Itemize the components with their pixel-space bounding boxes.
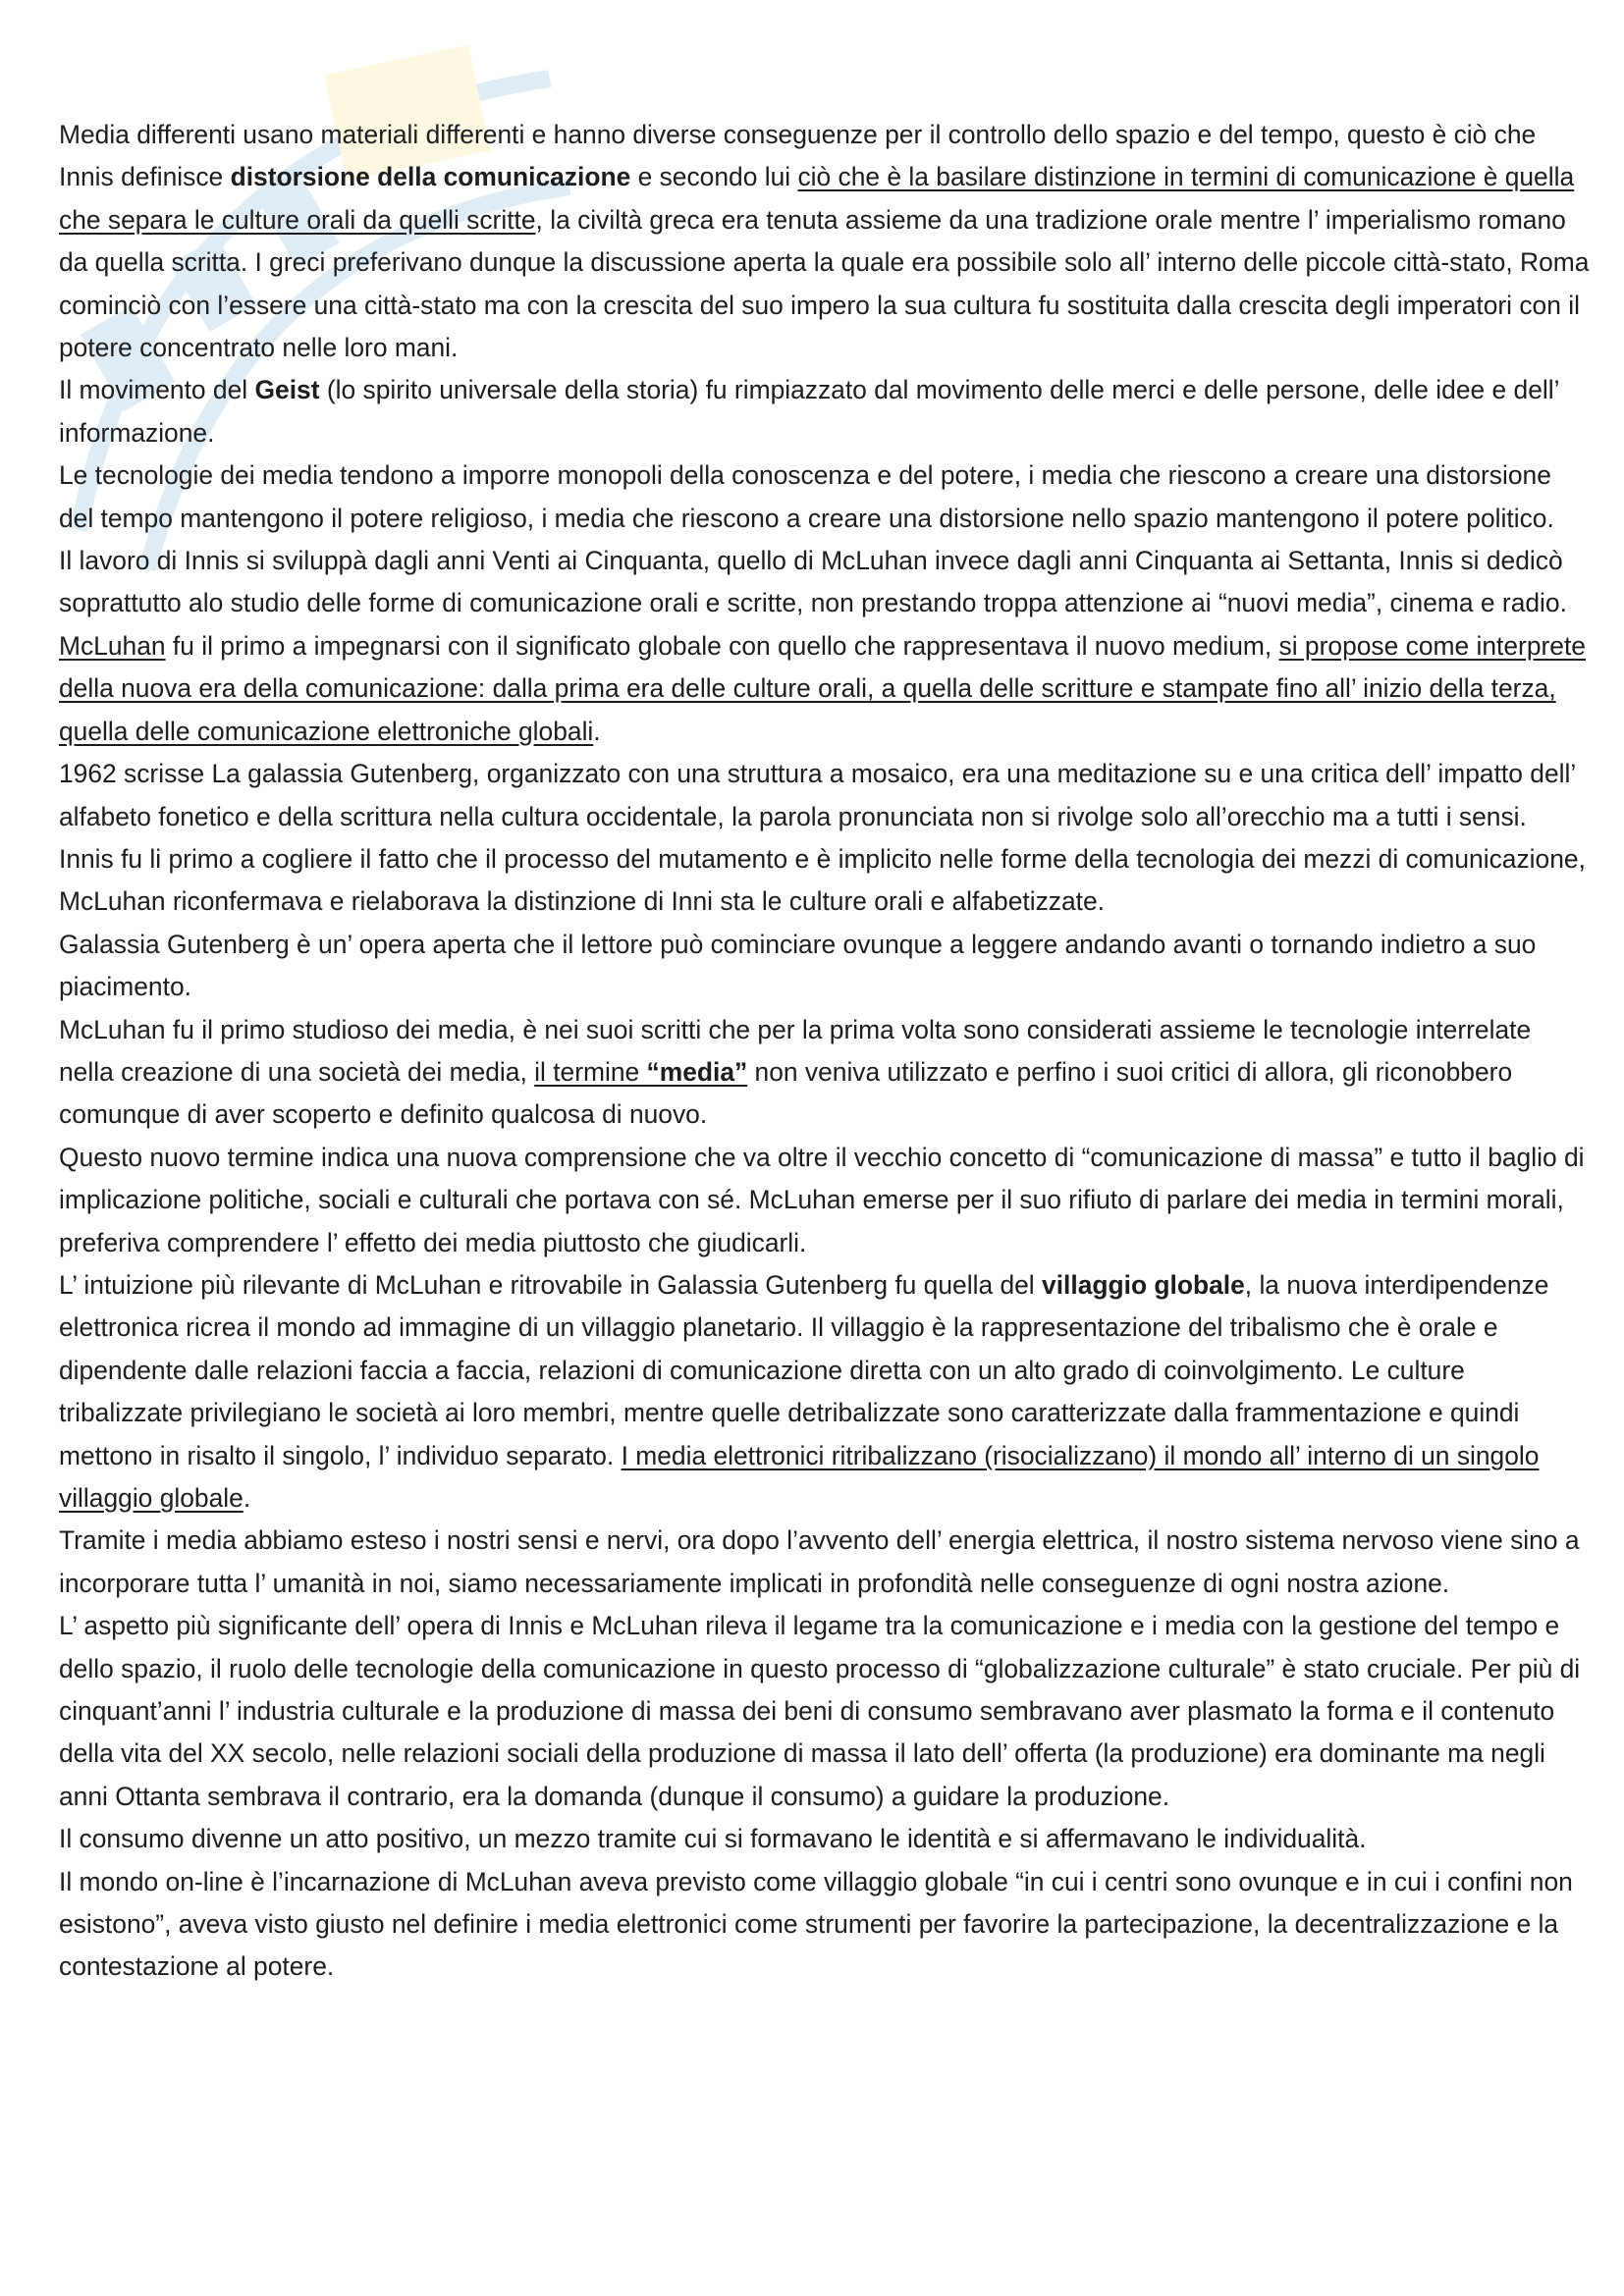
paragraph: Questo nuovo termine indica una nuova comprensione che va oltre il vecchio concetto di “comunicazione di massa” e tutto il baglio di implicazione politiche, sociali e culturali che portava con sé. McLuhan emerse per il suo rifiuto di parlare dei media in termini morali, preferiva comprendere l’ effetto dei media piuttosto che giudicarli. [59,1142,1585,1257]
paragraph: Il mondo on-line è l’incarnazione di McLuhan aveva previsto come villaggio globale “in cui i centri sono ovunque e in cui i confini non esistono”, aveva visto giusto nel definire i media elettronici come strumenti per favorire la partecipazione, la decentralizzazione e la contestazione al potere. [59,1866,1573,1982]
paragraph: Il movimento del Geist (lo spirito universale della storia) fu rimpiazzato dal movimento delle merci e delle persone, delle idee e dell’ informazione. [59,375,1559,448]
paragraph: McLuhan fu il primo studioso dei media, è nei suoi scritti che per la prima volta sono considerati assieme le tecnologie interrelate nella creazione di una società dei media, il termine “media” non veniva utilizzato e perfino i suoi critici di allora, gli riconobbero comunque di aver scoperto e definito qualcosa di nuovo. [59,1014,1532,1130]
paragraph: L’ aspetto più significante dell’ opera di Innis e McLuhan rileva il legame tra la comunicazione e i media con la gestione del tempo e dello spazio, il ruolo delle tecnologie della comunicazione in questo processo di “globalizzazione culturale” è stato cruciale. Per più di cinquant’anni l’ industria culturale e la produzione di massa dei beni di consumo sembravano aver plasmato la forma e il contenuto della vita del XX secolo, nelle relazioni sociali della produzione di massa il lato dell’ offerta (la produzione) era dominante ma negli anni Ottanta sembrava il contrario, era la domanda (dunque il consumo) a guidare la produzione. [59,1611,1581,1811]
paragraph: Media differenti usano materiali differenti e hanno diverse conseguenze per il controllo dello spazio e del tempo, questo è ciò che Innis definisce distorsione della comunicazione e secondo lui ciò che è la basilare distinzione in termini di comunicazione è quella che separa le culture orali da quelli scritte, la civiltà greca era tenuta assieme da una tradizione orale mentre l’ imperialismo romano da quella scritta. I greci preferivano dunque la discussione aperta la quale era possibile solo all’ interno delle piccole città-stato, Roma cominciò con l’essere una città-stato ma con la crescita del suo impero la sua cultura fu sostituita dalla crescita degli imperatori con il potere concentrato nelle loro mani. [59,120,1590,363]
paragraph: Innis fu li primo a cogliere il fatto che il processo del mutamento e è implicito nelle forme della tecnologia dei mezzi di comunicazione, McLuhan riconfermava e rielaborava la distinzione di Inni sta le culture orali e alfabetizzate. [59,843,1586,917]
paragraph: Galassia Gutenberg è un’ opera aperta che il lettore può cominciare ovunque a leggere andando avanti o tornando indietro a suo piacimento. [59,929,1537,1002]
paragraph: Tramite i media abbiamo esteso i nostri sensi e nervi, ora dopo l’avvento dell’ energia elettrica, il nostro sistema nervoso viene sino a incorporare tutta l’ umanità in noi, siamo necessariamente implicati in profondità nelle conseguenze di ogni nostra azione. [59,1525,1580,1598]
paragraph: 1962 scrisse La galassia Gutenberg, organizzato con una struttura a mosaico, era una meditazione su e una critica dell’ impatto dell’ alfabeto fonetico e della scrittura nella cultura occidentale, la parola pronunciata non si rivolge solo all’orecchio ma a tutti i sensi. [59,759,1576,831]
paragraph: McLuhan fu il primo a impegnarsi con il significato globale con quello che rappresentava il nuovo medium, si propose come interprete della nuova era della comunicazione: dalla prima era delle culture orali, a quella delle scritture e stampate fino all’ inizio della terza, quella delle comunicazione elettroniche globali. [59,630,1586,746]
paragraph: L’ intuizione più rilevante di McLuhan e ritrovabile in Galassia Gutenberg fu quella del villaggio globale, la nuova interdipendenze elettronica ricrea il mondo ad immagine di un villaggio planetario. Il villaggio è la rappresentazione del tribalismo che è orale e dipendente dalle relazioni faccia a faccia, relazioni di comunicazione diretta con un alto grado di coinvolgimento. Le culture tribalizzate privilegiano le società ai loro membri, mentre quelle detribalizzate sono caratterizzate dalla frammentazione e quindi mettono in risalto il singolo, l’ individuo separato. I media elettronici ritribalizzano (risocializzano) il mondo all’ interno di un singolo villaggio globale. [59,1269,1549,1513]
document-body [59,114,1591,1989]
paragraph: Il lavoro di Innis si sviluppà dagli anni Venti ai Cinquanta, quello di McLuhan invece dagli anni Cinquanta ai Settanta, Innis si dedicò soprattutto alo studio delle forme di comunicazione orali e scritte, non prestando troppa attenzione ai “nuovi media”, cinema e radio. [59,546,1567,618]
paragraph: Il consumo divenne un atto positivo, un mezzo tramite cui si formavano le identità e si affermavano le individualità. [59,1824,1367,1854]
paragraph: Le tecnologie dei media tendono a imporre monopoli della conoscenza e del potere, i media che riescono a creare una distorsione del tempo mantengono il potere religioso, i media che riescono a creare una distorsione nello spazio mantengono il potere politico. [59,460,1554,533]
